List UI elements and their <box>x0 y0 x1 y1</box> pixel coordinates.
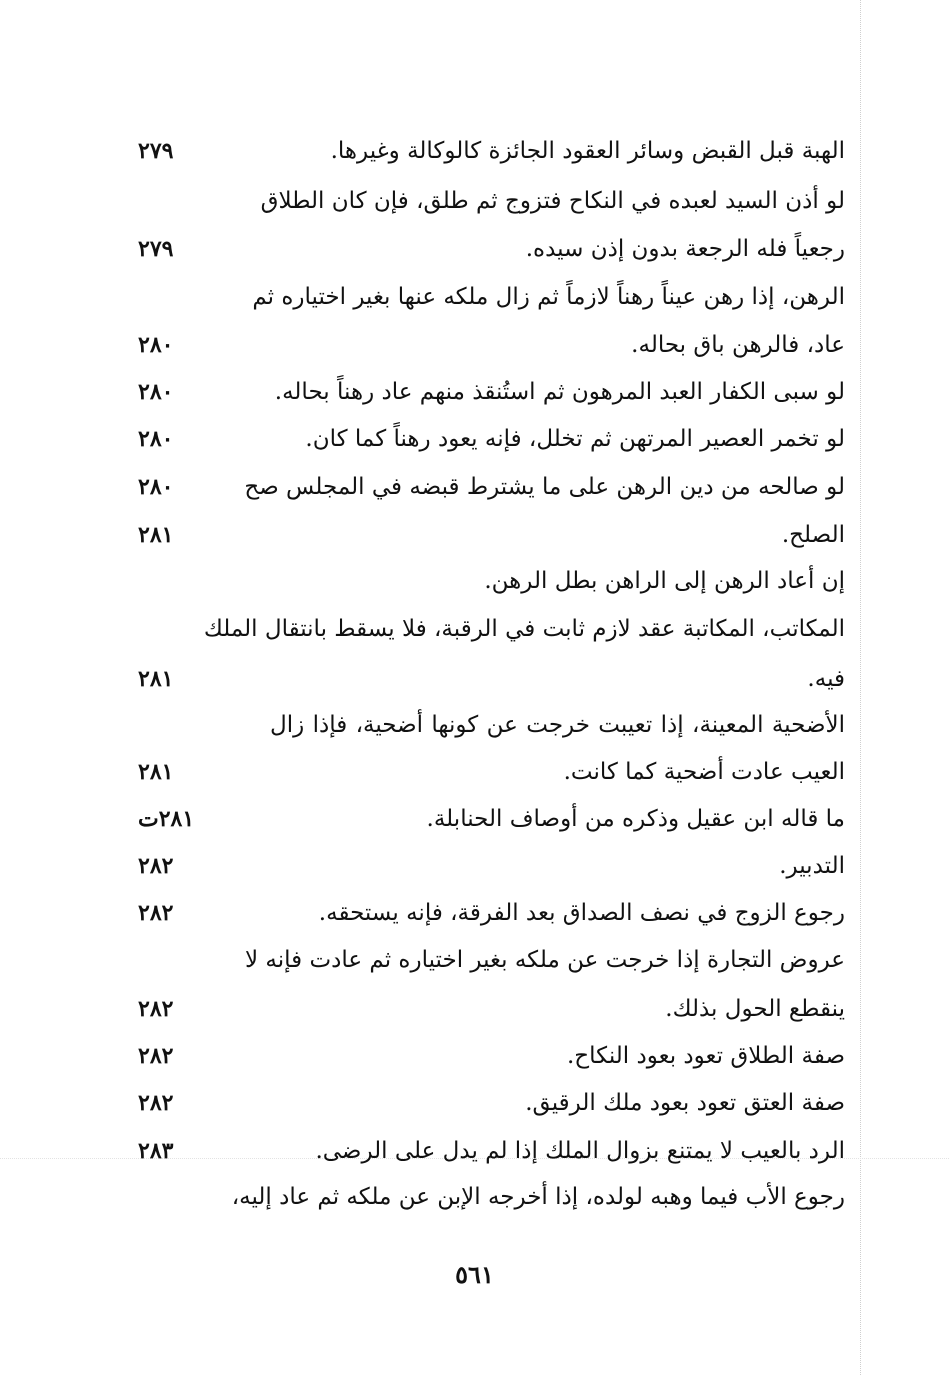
entry-text: الصلح. <box>781 522 845 548</box>
index-line <box>130 796 845 842</box>
page-number: ٥٦١ <box>455 1260 494 1289</box>
entry-text: المكاتب، المكاتبة عقد لازم ثابت في الرقبة، فلا يسقط بانتقال الملك <box>203 616 845 642</box>
index-line <box>130 749 845 795</box>
entry-page-number: ٢٨١ <box>138 759 174 785</box>
index-line <box>130 226 845 272</box>
index-line <box>130 702 845 748</box>
entry-text: لو سبى الكفار العبد المرهون ثم استُنقذ منهم عاد رهناً بحاله. <box>274 379 845 405</box>
entry-page-number: ٢٧٩ <box>138 138 174 164</box>
index-line <box>130 843 845 889</box>
entry-page-number: ٢٨٠ <box>138 426 174 452</box>
entry-text: لو أذن السيد لعبده في النكاح فتزوج ثم طلق، فإن كان الطلاق <box>260 188 845 214</box>
entry-text: التدبير. <box>779 853 845 879</box>
entry-page-number: ٢٨١ <box>138 522 174 548</box>
index-line <box>130 656 845 702</box>
entry-text: الرد بالعيب لا يمتنع بزوال الملك إذا لم يدل على الرضى. <box>315 1138 845 1164</box>
index-line <box>130 558 845 604</box>
entry-text: عاد، فالرهن باق بحاله. <box>631 332 845 358</box>
entry-page-number: ٢٨٢ <box>138 996 174 1022</box>
entry-text: صفة العتق تعود بعود ملك الرقيق. <box>525 1090 845 1116</box>
entry-page-number: ٢٨١ <box>138 666 174 692</box>
scan-edge-line <box>860 0 861 1375</box>
index-line <box>130 416 845 462</box>
entry-text: الهبة قبل القبض وسائر العقود الجائزة كالوكالة وغيرها. <box>330 138 845 164</box>
index-line <box>130 178 845 224</box>
index-line <box>130 890 845 936</box>
entry-text: ما قاله ابن عقيل وذكره من أوصاف الحنابلة. <box>426 806 845 832</box>
entry-page-number: ٢٨٠ <box>138 379 174 405</box>
index-line <box>130 274 845 320</box>
index-line <box>130 512 845 558</box>
entry-page-number: ٢٨٣ <box>138 1138 174 1164</box>
entry-page-number: ٢٨٠ <box>138 332 174 358</box>
entry-text: رجوع الأب فيما وهبه لولده، إذا أخرجه الإبن عن ملكه ثم عاد إليه، <box>231 1184 845 1210</box>
index-line <box>130 1033 845 1079</box>
entry-page-number: ٢٨١ت <box>138 806 195 832</box>
entry-text: رجوع الزوج في نصف الصداق بعد الفرقة، فإنه يستحقه. <box>318 900 845 926</box>
entry-page-number: ٢٨٢ <box>138 853 174 879</box>
entry-text: إن أعاد الرهن إلى الراهن بطل الرهن. <box>484 568 845 594</box>
index-line <box>130 606 845 652</box>
index-line <box>130 986 845 1032</box>
index-line <box>130 937 845 983</box>
entry-page-number: ٢٨٠ <box>138 474 174 500</box>
entry-page-number: ٢٨٢ <box>138 1090 174 1116</box>
entry-text: الأضحية المعينة، إذا تعيبت خرجت عن كونها أضحية، فإذا زال <box>270 712 845 738</box>
entry-text: العيب عادت أضحية كما كانت. <box>563 759 845 785</box>
entry-text: فيه. <box>807 666 845 692</box>
entry-text: لو تخمر العصير المرتهن ثم تخلل، فإنه يعود رهناً كما كان. <box>305 426 845 452</box>
entry-text: صفة الطلاق تعود بعود النكاح. <box>566 1043 845 1069</box>
entry-text: لو صالحه من دين الرهن على ما يشترط قبضه في المجلس صح <box>244 474 845 500</box>
index-line <box>130 128 845 174</box>
index-line <box>130 322 845 368</box>
entry-page-number: ٢٨٢ <box>138 900 174 926</box>
entry-page-number: ٢٨٢ <box>138 1043 174 1069</box>
index-line <box>130 464 845 510</box>
index-line <box>130 369 845 415</box>
index-line <box>130 1128 845 1174</box>
entry-text: عروض التجارة إذا خرجت عن ملكه بغير اختياره ثم عادت فإنه لا <box>245 947 845 973</box>
index-line <box>130 1080 845 1126</box>
entry-text: رجعياً فله الرجعة بدون إذن سيده. <box>525 236 845 262</box>
entry-text: ينقطع الحول بذلك. <box>665 996 845 1022</box>
index-line <box>130 1174 845 1220</box>
entry-page-number: ٢٧٩ <box>138 236 174 262</box>
entry-text: الرهن، إذا رهن عيناً رهناً لازماً ثم زال ملكه عنها بغير اختياره ثم <box>252 284 845 310</box>
